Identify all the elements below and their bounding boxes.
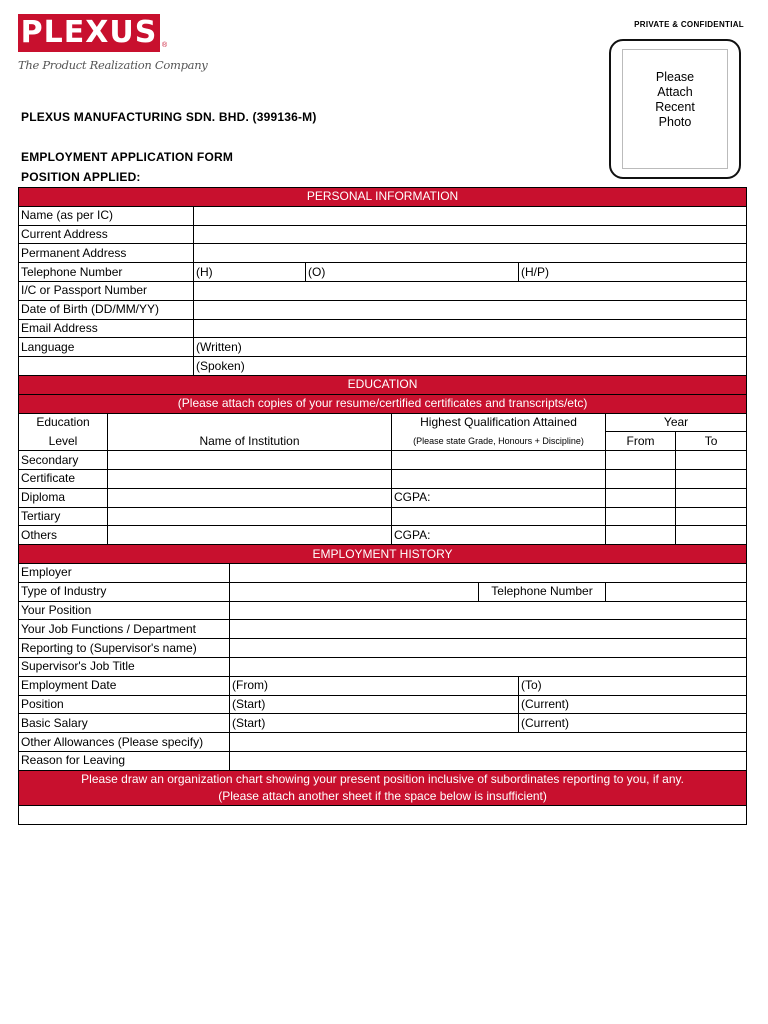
employer-field[interactable] — [230, 563, 747, 582]
org-chart-instructions — [19, 770, 747, 805]
edu-tertiary-to[interactable] — [676, 507, 747, 526]
photo-line-2: Attach — [657, 85, 693, 99]
year-from-header: From — [606, 432, 676, 451]
org-chart-line-1: Please draw an organization chart showing your present position inclusive of subordinates reporting to you, if any. — [81, 771, 684, 786]
edu-others-label: Others — [19, 526, 108, 545]
dob-field[interactable] — [194, 300, 747, 319]
company-name: PLEXUS MANUFACTURING SDN. BHD. (399136-M) — [21, 110, 317, 124]
position-current[interactable]: (Current) — [519, 695, 747, 714]
edu-level-header-1: Education — [19, 413, 108, 432]
edu-diploma-cgpa[interactable]: CGPA: — [392, 488, 606, 507]
confidential-label: PRIVATE & CONFIDENTIAL — [634, 20, 744, 29]
reason-leaving-field[interactable] — [230, 751, 747, 770]
photo-box[interactable] — [609, 39, 741, 179]
reporting-to-label: Reporting to (Supervisor's name) — [19, 639, 230, 658]
language-blank-label — [19, 357, 194, 376]
edu-secondary-to[interactable] — [676, 451, 747, 470]
edu-tertiary-qualification[interactable] — [392, 507, 606, 526]
permanent-address-field[interactable] — [194, 244, 747, 263]
email-field[interactable] — [194, 319, 747, 338]
emp-telephone-label: Telephone Number — [479, 582, 606, 601]
edu-certificate-institution[interactable] — [108, 469, 392, 488]
edu-tertiary-from[interactable] — [606, 507, 676, 526]
edu-others-institution[interactable] — [108, 526, 392, 545]
allowances-label: Other Allowances (Please specify) — [19, 733, 230, 752]
logo-registered-mark: ® — [162, 42, 168, 49]
reason-leaving-label: Reason for Leaving — [19, 751, 230, 770]
permanent-address-label: Permanent Address — [19, 244, 194, 263]
edu-secondary-qualification[interactable] — [392, 451, 606, 470]
company-logo — [18, 14, 208, 78]
reporting-to-field[interactable] — [230, 639, 747, 658]
logo-tagline: The Product Realization Company — [18, 58, 208, 72]
name-label: Name (as per IC) — [19, 206, 194, 225]
edu-diploma-from[interactable] — [606, 488, 676, 507]
edu-certificate-from[interactable] — [606, 469, 676, 488]
institution-header: Name of Institution — [108, 432, 392, 451]
photo-placeholder — [622, 49, 728, 169]
language-written-field[interactable]: (Written) — [194, 338, 747, 357]
education-note: (Please attach copies of your resume/certified certificates and transcripts/etc) — [19, 394, 747, 413]
language-label: Language — [19, 338, 194, 357]
edu-diploma-institution[interactable] — [108, 488, 392, 507]
edu-certificate-to[interactable] — [676, 469, 747, 488]
tel-home-field[interactable]: (H) — [194, 263, 306, 282]
allowances-field[interactable] — [230, 733, 747, 752]
edu-others-cgpa[interactable]: CGPA: — [392, 526, 606, 545]
tel-mobile-field[interactable]: (H/P) — [519, 263, 747, 282]
current-address-field[interactable] — [194, 225, 747, 244]
photo-line-3: Recent — [655, 100, 695, 114]
edu-diploma-label: Diploma — [19, 488, 108, 507]
qualification-note: (Please state Grade, Honours + Discipline) — [392, 432, 606, 451]
application-form-table — [18, 187, 747, 825]
year-header: Year — [606, 413, 747, 432]
photo-line-1: Please — [655, 70, 695, 84]
edu-level-header-2: Level — [19, 432, 108, 451]
language-spoken-field[interactable]: (Spoken) — [194, 357, 747, 376]
personal-info-header: PERSONAL INFORMATION — [19, 188, 747, 207]
employer-label: Employer — [19, 563, 230, 582]
emp-telephone-field[interactable] — [606, 582, 747, 601]
employment-date-to[interactable]: (To) — [519, 676, 747, 695]
form-title: EMPLOYMENT APPLICATION FORM — [21, 150, 234, 164]
industry-label: Type of Industry — [19, 582, 230, 601]
your-position-field[interactable] — [230, 601, 747, 620]
email-label: Email Address — [19, 319, 194, 338]
job-functions-label: Your Job Functions / Department — [19, 620, 230, 639]
salary-current[interactable]: (Current) — [519, 714, 747, 733]
org-chart-line-2: (Please attach another sheet if the space below is insufficient) — [218, 788, 547, 803]
year-to-header: To — [676, 432, 747, 451]
edu-secondary-from[interactable] — [606, 451, 676, 470]
dob-label: Date of Birth (DD/MM/YY) — [19, 300, 194, 319]
basic-salary-label: Basic Salary — [19, 714, 230, 733]
your-position-label: Your Position — [19, 601, 230, 620]
edu-tertiary-label: Tertiary — [19, 507, 108, 526]
supervisor-title-label: Supervisor's Job Title — [19, 657, 230, 676]
education-header: EDUCATION — [19, 375, 747, 394]
industry-field[interactable] — [230, 582, 479, 601]
current-address-label: Current Address — [19, 225, 194, 244]
edu-secondary-label: Secondary — [19, 451, 108, 470]
org-chart-drawing-area[interactable] — [19, 805, 747, 824]
position-applied-label: POSITION APPLIED: — [21, 170, 141, 184]
name-field[interactable] — [194, 206, 747, 225]
edu-others-from[interactable] — [606, 526, 676, 545]
tel-office-field[interactable]: (O) — [306, 263, 519, 282]
photo-line-4: Photo — [658, 115, 692, 129]
employment-header: EMPLOYMENT HISTORY — [19, 545, 747, 564]
edu-diploma-to[interactable] — [676, 488, 747, 507]
position-start[interactable]: (Start) — [230, 695, 519, 714]
edu-tertiary-institution[interactable] — [108, 507, 392, 526]
edu-certificate-qualification[interactable] — [392, 469, 606, 488]
ic-field[interactable] — [194, 281, 747, 300]
job-functions-field[interactable] — [230, 620, 747, 639]
employment-date-label: Employment Date — [19, 676, 230, 695]
edu-others-to[interactable] — [676, 526, 747, 545]
edu-certificate-label: Certificate — [19, 469, 108, 488]
employment-date-from[interactable]: (From) — [230, 676, 519, 695]
institution-header-top — [108, 413, 392, 432]
supervisor-title-field[interactable] — [230, 657, 747, 676]
edu-secondary-institution[interactable] — [108, 451, 392, 470]
ic-label: I/C or Passport Number — [19, 281, 194, 300]
position-label: Position — [19, 695, 230, 714]
salary-start[interactable]: (Start) — [230, 714, 519, 733]
telephone-label: Telephone Number — [19, 263, 194, 282]
logo-wordmark: PLEXUS — [18, 14, 160, 52]
qualification-header: Highest Qualification Attained — [392, 413, 606, 432]
